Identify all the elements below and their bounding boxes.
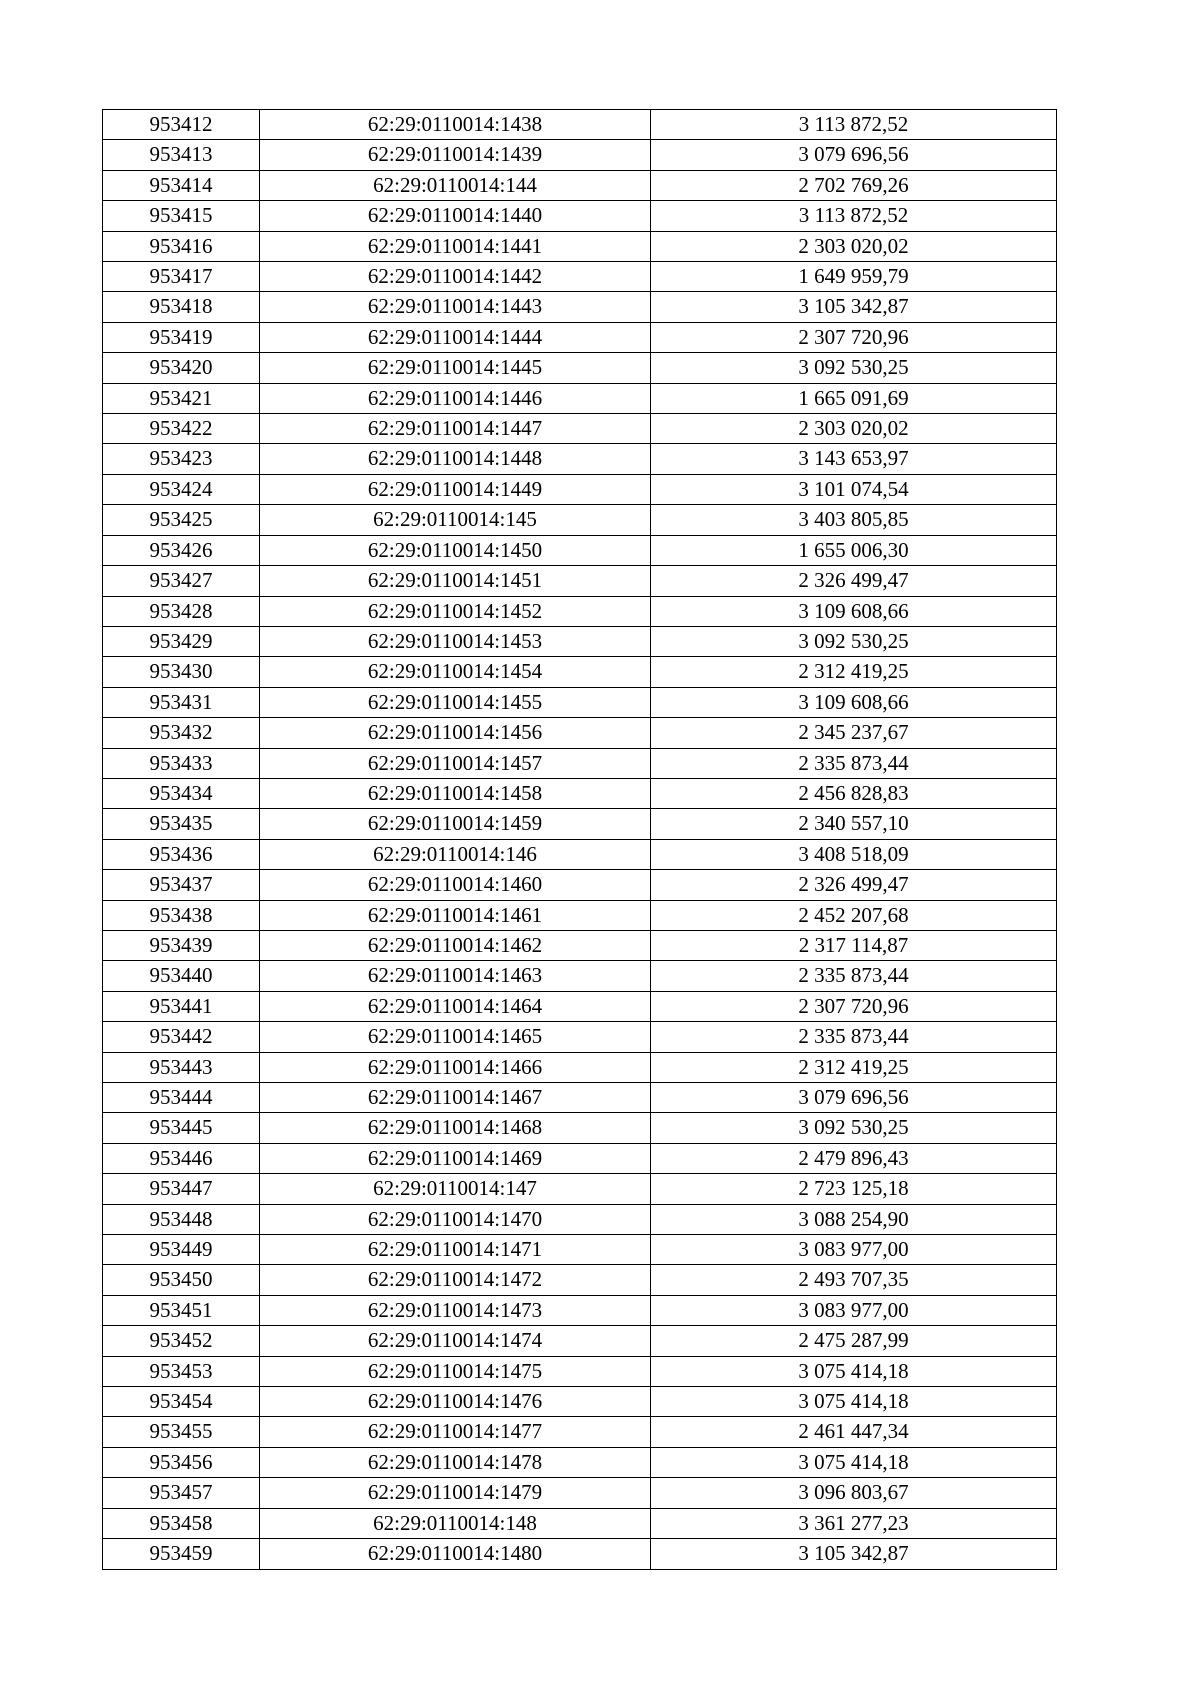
table-row	[103, 566, 1057, 596]
table-row	[103, 110, 1057, 140]
table-row	[103, 778, 1057, 808]
cadastral-number-cell: 62:29:0110014:1469	[260, 1143, 651, 1173]
row-number-cell: 953427	[103, 566, 260, 596]
cadastral-number-cell: 62:29:0110014:1454	[260, 657, 651, 687]
cadastral-number-cell: 62:29:0110014:1461	[260, 900, 651, 930]
cadastral-value-cell: 3 088 254,90	[651, 1204, 1057, 1234]
cadastral-value-cell: 3 079 696,56	[651, 140, 1057, 170]
row-number-cell: 953432	[103, 718, 260, 748]
cadastral-value-table	[102, 109, 1057, 1570]
cadastral-value-cell: 3 092 530,25	[651, 1113, 1057, 1143]
row-number-cell: 953426	[103, 535, 260, 565]
table-row	[103, 292, 1057, 322]
row-number-cell: 953447	[103, 1174, 260, 1204]
cadastral-value-cell: 3 075 414,18	[651, 1356, 1057, 1386]
cadastral-number-cell: 62:29:0110014:145	[260, 505, 651, 535]
table-row	[103, 505, 1057, 535]
table-row	[103, 1083, 1057, 1113]
cadastral-number-cell: 62:29:0110014:1460	[260, 870, 651, 900]
cadastral-value-cell: 2 723 125,18	[651, 1174, 1057, 1204]
table-row	[103, 262, 1057, 292]
table-row	[103, 231, 1057, 261]
cadastral-value-cell: 3 143 653,97	[651, 444, 1057, 474]
cadastral-number-cell: 62:29:0110014:1443	[260, 292, 651, 322]
cadastral-number-cell: 62:29:0110014:1445	[260, 353, 651, 383]
cadastral-value-cell: 3 113 872,52	[651, 110, 1057, 140]
cadastral-number-cell: 62:29:0110014:1455	[260, 687, 651, 717]
cadastral-number-cell: 62:29:0110014:1477	[260, 1417, 651, 1447]
table-row	[103, 1417, 1057, 1447]
cadastral-value-cell: 2 452 207,68	[651, 900, 1057, 930]
table-row	[103, 657, 1057, 687]
row-number-cell: 953428	[103, 596, 260, 626]
table-row	[103, 718, 1057, 748]
table-row	[103, 201, 1057, 231]
row-number-cell: 953451	[103, 1295, 260, 1325]
row-number-cell: 953444	[103, 1083, 260, 1113]
row-number-cell: 953445	[103, 1113, 260, 1143]
row-number-cell: 953424	[103, 474, 260, 504]
table-row	[103, 1113, 1057, 1143]
row-number-cell: 953423	[103, 444, 260, 474]
table-row	[103, 991, 1057, 1021]
cadastral-number-cell: 62:29:0110014:1472	[260, 1265, 651, 1295]
row-number-cell: 953413	[103, 140, 260, 170]
cadastral-number-cell: 62:29:0110014:1459	[260, 809, 651, 839]
cadastral-value-cell: 2 345 237,67	[651, 718, 1057, 748]
cadastral-number-cell: 62:29:0110014:1473	[260, 1295, 651, 1325]
table-row	[103, 414, 1057, 444]
cadastral-value-cell: 3 109 608,66	[651, 596, 1057, 626]
cadastral-value-cell: 2 461 447,34	[651, 1417, 1057, 1447]
cadastral-value-cell: 3 101 074,54	[651, 474, 1057, 504]
cadastral-value-cell: 2 303 020,02	[651, 414, 1057, 444]
cadastral-number-cell: 62:29:0110014:1439	[260, 140, 651, 170]
table-row	[103, 170, 1057, 200]
row-number-cell: 953435	[103, 809, 260, 839]
row-number-cell: 953454	[103, 1387, 260, 1417]
table-row	[103, 596, 1057, 626]
cadastral-value-cell: 2 493 707,35	[651, 1265, 1057, 1295]
table-row	[103, 1387, 1057, 1417]
row-number-cell: 953422	[103, 414, 260, 444]
cadastral-number-cell: 62:29:0110014:1467	[260, 1083, 651, 1113]
table-body	[103, 110, 1057, 1570]
cadastral-number-cell: 62:29:0110014:1466	[260, 1052, 651, 1082]
row-number-cell: 953446	[103, 1143, 260, 1173]
cadastral-value-cell: 2 307 720,96	[651, 322, 1057, 352]
row-number-cell: 953442	[103, 1022, 260, 1052]
row-number-cell: 953419	[103, 322, 260, 352]
cadastral-value-cell: 2 702 769,26	[651, 170, 1057, 200]
cadastral-value-cell: 3 113 872,52	[651, 201, 1057, 231]
row-number-cell: 953441	[103, 991, 260, 1021]
cadastral-value-cell: 3 083 977,00	[651, 1235, 1057, 1265]
table-row	[103, 839, 1057, 869]
cadastral-number-cell: 62:29:0110014:1438	[260, 110, 651, 140]
table-row	[103, 1204, 1057, 1234]
row-number-cell: 953455	[103, 1417, 260, 1447]
cadastral-number-cell: 62:29:0110014:1478	[260, 1447, 651, 1477]
cadastral-number-cell: 62:29:0110014:1468	[260, 1113, 651, 1143]
cadastral-number-cell: 62:29:0110014:1480	[260, 1539, 651, 1569]
cadastral-number-cell: 62:29:0110014:1470	[260, 1204, 651, 1234]
row-number-cell: 953456	[103, 1447, 260, 1477]
cadastral-number-cell: 62:29:0110014:144	[260, 170, 651, 200]
table-row	[103, 809, 1057, 839]
cadastral-number-cell: 62:29:0110014:1463	[260, 961, 651, 991]
cadastral-value-cell: 2 340 557,10	[651, 809, 1057, 839]
cadastral-number-cell: 62:29:0110014:1441	[260, 231, 651, 261]
table-row	[103, 1447, 1057, 1477]
cadastral-value-cell: 2 317 114,87	[651, 930, 1057, 960]
row-number-cell: 953453	[103, 1356, 260, 1386]
table-row	[103, 474, 1057, 504]
table-row	[103, 930, 1057, 960]
cadastral-value-cell: 2 475 287,99	[651, 1326, 1057, 1356]
cadastral-number-cell: 62:29:0110014:1444	[260, 322, 651, 352]
row-number-cell: 953412	[103, 110, 260, 140]
cadastral-value-cell: 2 312 419,25	[651, 1052, 1057, 1082]
cadastral-number-cell: 62:29:0110014:1457	[260, 748, 651, 778]
row-number-cell: 953414	[103, 170, 260, 200]
cadastral-value-cell: 2 456 828,83	[651, 778, 1057, 808]
cadastral-value-cell: 3 109 608,66	[651, 687, 1057, 717]
table-row	[103, 1143, 1057, 1173]
table-row	[103, 687, 1057, 717]
table-row	[103, 626, 1057, 656]
cadastral-number-cell: 62:29:0110014:1453	[260, 626, 651, 656]
row-number-cell: 953431	[103, 687, 260, 717]
cadastral-number-cell: 62:29:0110014:1458	[260, 778, 651, 808]
table-row	[103, 900, 1057, 930]
cadastral-value-cell: 3 083 977,00	[651, 1295, 1057, 1325]
row-number-cell: 953416	[103, 231, 260, 261]
cadastral-number-cell: 62:29:0110014:1476	[260, 1387, 651, 1417]
cadastral-number-cell: 62:29:0110014:1465	[260, 1022, 651, 1052]
row-number-cell: 953434	[103, 778, 260, 808]
cadastral-value-cell: 2 335 873,44	[651, 1022, 1057, 1052]
cadastral-value-cell: 2 479 896,43	[651, 1143, 1057, 1173]
cadastral-value-cell: 2 307 720,96	[651, 991, 1057, 1021]
cadastral-number-cell: 62:29:0110014:1452	[260, 596, 651, 626]
cadastral-value-cell: 1 649 959,79	[651, 262, 1057, 292]
row-number-cell: 953439	[103, 930, 260, 960]
cadastral-number-cell: 62:29:0110014:1449	[260, 474, 651, 504]
cadastral-number-cell: 62:29:0110014:147	[260, 1174, 651, 1204]
table-row	[103, 1539, 1057, 1569]
cadastral-value-cell: 3 361 277,23	[651, 1508, 1057, 1538]
table-row	[103, 322, 1057, 352]
cadastral-value-cell: 2 312 419,25	[651, 657, 1057, 687]
row-number-cell: 953459	[103, 1539, 260, 1569]
row-number-cell: 953425	[103, 505, 260, 535]
table-row	[103, 353, 1057, 383]
row-number-cell: 953438	[103, 900, 260, 930]
cadastral-number-cell: 62:29:0110014:1442	[260, 262, 651, 292]
cadastral-value-cell: 3 079 696,56	[651, 1083, 1057, 1113]
cadastral-number-cell: 62:29:0110014:1474	[260, 1326, 651, 1356]
cadastral-number-cell: 62:29:0110014:1479	[260, 1478, 651, 1508]
cadastral-value-cell: 1 655 006,30	[651, 535, 1057, 565]
cadastral-value-cell: 2 335 873,44	[651, 961, 1057, 991]
row-number-cell: 953449	[103, 1235, 260, 1265]
cadastral-number-cell: 62:29:0110014:1462	[260, 930, 651, 960]
cadastral-number-cell: 62:29:0110014:146	[260, 839, 651, 869]
table-row	[103, 870, 1057, 900]
cadastral-number-cell: 62:29:0110014:1471	[260, 1235, 651, 1265]
cadastral-number-cell: 62:29:0110014:1450	[260, 535, 651, 565]
table-row	[103, 1478, 1057, 1508]
cadastral-value-cell: 2 335 873,44	[651, 748, 1057, 778]
cadastral-value-cell: 3 092 530,25	[651, 353, 1057, 383]
table-row	[103, 1052, 1057, 1082]
row-number-cell: 953415	[103, 201, 260, 231]
cadastral-value-cell: 2 326 499,47	[651, 870, 1057, 900]
table-row	[103, 1235, 1057, 1265]
table-row	[103, 1295, 1057, 1325]
cadastral-value-cell: 3 096 803,67	[651, 1478, 1057, 1508]
row-number-cell: 953421	[103, 383, 260, 413]
table-row	[103, 1356, 1057, 1386]
table-row	[103, 1326, 1057, 1356]
table-row	[103, 1174, 1057, 1204]
table-row	[103, 535, 1057, 565]
table-row	[103, 444, 1057, 474]
row-number-cell: 953418	[103, 292, 260, 322]
cadastral-value-cell: 3 403 805,85	[651, 505, 1057, 535]
cadastral-number-cell: 62:29:0110014:1447	[260, 414, 651, 444]
cadastral-number-cell: 62:29:0110014:1451	[260, 566, 651, 596]
cadastral-value-cell: 3 092 530,25	[651, 626, 1057, 656]
cadastral-value-cell: 2 303 020,02	[651, 231, 1057, 261]
row-number-cell: 953420	[103, 353, 260, 383]
cadastral-value-cell: 2 326 499,47	[651, 566, 1057, 596]
cadastral-value-cell: 1 665 091,69	[651, 383, 1057, 413]
cadastral-number-cell: 62:29:0110014:1456	[260, 718, 651, 748]
table-row	[103, 961, 1057, 991]
table-row	[103, 140, 1057, 170]
row-number-cell: 953450	[103, 1265, 260, 1295]
row-number-cell: 953433	[103, 748, 260, 778]
cadastral-value-cell: 3 105 342,87	[651, 292, 1057, 322]
table-row	[103, 748, 1057, 778]
row-number-cell: 953443	[103, 1052, 260, 1082]
row-number-cell: 953457	[103, 1478, 260, 1508]
cadastral-value-cell: 3 075 414,18	[651, 1387, 1057, 1417]
row-number-cell: 953452	[103, 1326, 260, 1356]
row-number-cell: 953430	[103, 657, 260, 687]
table-row	[103, 1022, 1057, 1052]
row-number-cell: 953437	[103, 870, 260, 900]
cadastral-number-cell: 62:29:0110014:1448	[260, 444, 651, 474]
cadastral-value-cell: 3 105 342,87	[651, 1539, 1057, 1569]
cadastral-value-cell: 3 075 414,18	[651, 1447, 1057, 1477]
row-number-cell: 953417	[103, 262, 260, 292]
cadastral-number-cell: 62:29:0110014:148	[260, 1508, 651, 1538]
row-number-cell: 953458	[103, 1508, 260, 1538]
table-row	[103, 1508, 1057, 1538]
table-row	[103, 1265, 1057, 1295]
cadastral-number-cell: 62:29:0110014:1446	[260, 383, 651, 413]
row-number-cell: 953429	[103, 626, 260, 656]
cadastral-number-cell: 62:29:0110014:1440	[260, 201, 651, 231]
row-number-cell: 953436	[103, 839, 260, 869]
row-number-cell: 953448	[103, 1204, 260, 1234]
cadastral-number-cell: 62:29:0110014:1464	[260, 991, 651, 1021]
cadastral-number-cell: 62:29:0110014:1475	[260, 1356, 651, 1386]
table-row	[103, 383, 1057, 413]
cadastral-value-cell: 3 408 518,09	[651, 839, 1057, 869]
row-number-cell: 953440	[103, 961, 260, 991]
